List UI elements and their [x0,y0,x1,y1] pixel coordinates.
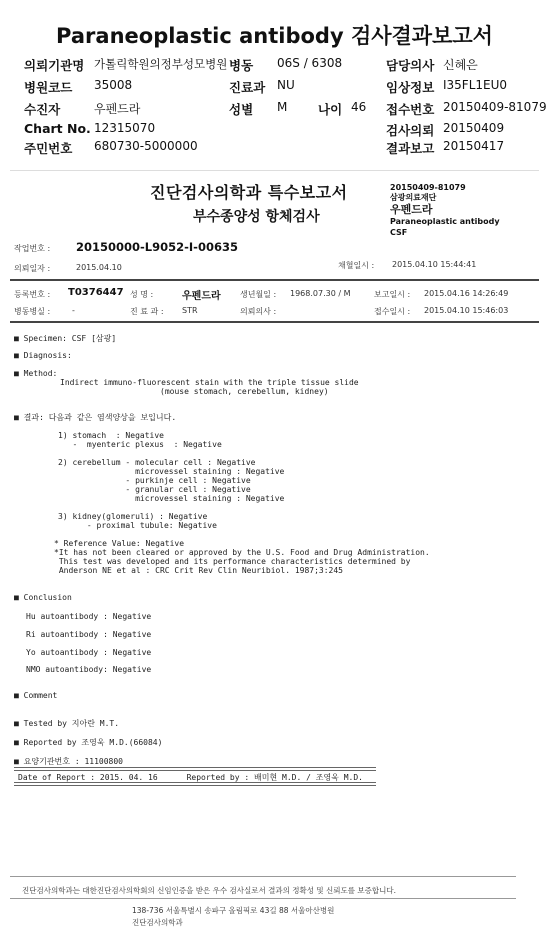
value-hospital-code: 35008 [94,78,133,92]
label-report-date: 결과보고 [386,141,435,156]
sheet-title: 진단검사의학과 특수보고서 [150,183,348,202]
date-of-report: Date of Report : 2015. 04. 16 Reported by : 배미현 M.D. / 조영욱 M.D. [18,773,363,782]
reg-label: 등록번호 : [14,290,51,299]
result-line: 2) cerebellum - molecular cell : Negative [58,458,256,467]
comment-label: ■ Comment [14,691,58,700]
result-line: - proximal tubule: Negative [58,521,217,530]
label-doctor: 담당의사 [386,58,435,73]
label-hospital-code: 병원코드 [24,80,73,95]
result-label: ■ 결과: 다음과 같은 염색양상을 보입니다. [14,413,177,422]
value-ward: 06S / 6308 [277,56,343,70]
label-department: 진료과 [229,80,266,95]
value-chart-no: 12315070 [94,121,156,135]
work-no-label: 작업번호 : [14,244,51,253]
value-patient: 우펜드라 [94,102,141,116]
certification-notice: 진단검사의학과는 대한진단검사의학회의 신임인증을 받은 우수 검사실로서 결과의 정확성 및 신뢰도를 보증합니다. [22,886,396,895]
divider [10,876,516,877]
label-chart-no: Chart No. [24,121,91,136]
value-request-date: 20150409 [443,121,505,135]
conclusion-line: Ri autoantibody : Negative [26,630,152,639]
value-age: 46 [351,100,367,114]
ward-value: - [72,306,75,315]
conclusion-line: Hu autoantibody : Negative [26,612,152,621]
note-line: Anderson NE et al : CRC Crit Rev Clin Neuribiol. 1987;3:245 [54,566,343,575]
stamp-accession: 20150409-81079 [390,183,466,192]
label-accession: 접수번호 [386,102,435,117]
value-clinical-info: I35FL1EU0 [443,78,508,92]
value-doctor: 신혜은 [443,58,478,72]
patient-name: 우펜드라 [182,291,221,302]
label-request-date: 검사의뢰 [386,123,435,138]
label-age: 나이 [318,102,343,117]
method-label: ■ Method: [14,369,58,378]
divider [10,279,539,281]
conclusion-line: Yo autoantibody : Negative [26,648,152,657]
label-ward: 병동 [229,58,254,73]
collect-label: 채혈일시 : [338,261,375,270]
report-label: 보고일시 : [374,290,411,299]
note-line: *It has not been cleared or approved by the U.S. Food and Drug Administration. [54,548,430,557]
report-title: Paraneoplastic antibody 검사결과보고서 [56,24,493,48]
dob: 1968.07.30 / M [290,289,351,298]
result-line: microvessel staining : Negative [58,467,285,476]
method-line: Indirect immuno-fluorescent stain with the triple tissue slide [60,378,359,387]
address: 138-736 서울특별시 송파구 올림픽로 43길 88 서울아산병원 [132,906,335,915]
req-date: 2015.04.10 [76,263,122,272]
collect-datetime: 2015.04.10 15:44:41 [392,260,477,269]
stamp-org: 삼광의료재단 [390,193,437,202]
label-institution: 의뢰기관명 [24,58,85,73]
label-clinical-info: 임상정보 [386,80,435,95]
dob-label: 생년월일 : [240,290,277,299]
doctor-label: 의뢰의사 : [240,307,277,316]
sheet-subtitle: 부수종양성 항체검사 [193,209,320,225]
result-line: - granular cell : Negative [58,485,251,494]
recv-label: 접수일시 : [374,307,411,316]
label-resident-no: 주민번호 [24,141,73,156]
value-department: NU [277,78,295,92]
stamp-test: Paraneoplastic antibody [390,217,500,226]
name-label: 성 명 : [130,290,154,299]
divider [10,898,516,899]
dept-label: 진 료 과 : [130,307,164,316]
diagnosis: ■ Diagnosis: [14,351,72,360]
report-datetime: 2015.04.16 14:26:49 [424,289,509,298]
department-name: 진단검사의학과 [132,918,183,927]
ward-label: 병동병실 : [14,307,51,316]
tested-by: ■ Tested by 지아란 M.T. [14,719,120,728]
specimen: ■ Specimen: CSF [삼광] [14,334,117,343]
result-line: - myenteric plexus : Negative [58,440,222,449]
result-line: microvessel staining : Negative [58,494,285,503]
result-line: - purkinje cell : Negative [58,476,251,485]
value-institution: 가톨릭학원의정부성모병원 [94,57,228,71]
stamp-name: 우펜드라 [390,203,433,216]
care-institution-no: ■ 요양기관번호 : 11100800 [14,757,123,766]
stamp-specimen: CSF [390,228,408,237]
result-line: 1) stomach : Negative [58,431,164,440]
req-date-label: 의뢰일자 : [14,264,51,273]
method-line: (mouse stomach, cerebellum, kidney) [160,387,329,396]
recv-datetime: 2015.04.10 15:46:03 [424,306,509,315]
value-resident-no: 680730-5000000 [94,139,198,153]
note-line: * Reference Value: Negative [54,539,185,548]
divider [10,321,539,323]
dept-value: STR [182,306,198,315]
reported-by: ■ Reported by 조영욱 M.D.(66084) [14,738,163,747]
reg-no: T0376447 [68,287,124,298]
scanned-report [10,170,539,941]
label-sex: 성별 [229,102,254,117]
double-rule [14,767,376,771]
conclusion-label: ■ Conclusion [14,593,72,602]
label-patient: 수진자 [24,102,61,117]
double-rule [14,782,376,786]
value-report-date: 20150417 [443,139,505,153]
note-line: This test was developed and its performance characteristics determined by [54,557,411,566]
value-accession: 20150409-81079 [443,100,547,114]
conclusion-line: NMO autoantibody: Negative [26,665,152,674]
value-sex: M [277,100,288,114]
work-no: 20150000-L9052-I-00635 [76,240,238,254]
result-line: 3) kidney(glomeruli) : Negative [58,512,208,521]
